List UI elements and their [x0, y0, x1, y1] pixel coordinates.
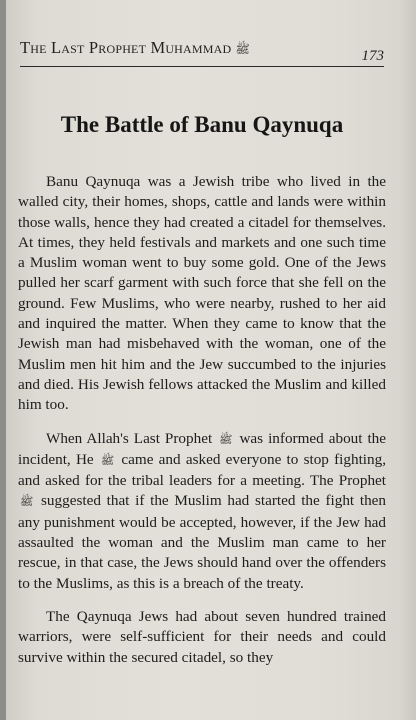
honorific-symbol: ﷺ: [100, 454, 115, 467]
body-text: [18, 172, 386, 681]
honorific-symbol: ﷺ: [235, 42, 250, 56]
paragraph-1: Banu Qaynuqa was a Jewish tribe who lived in the walled city, their homes, shops, cattle and lands were within those walls, hence they had created a citadel for themselves. At times, they held festivals and markets and one such time a Muslim woman went to buy some gold. One of the Jews pulled her scarf garment with such force that she fell on the ground. Few Muslims, who were nearby, rushed to her aid and inquired the matter. When they came to know that the Jewish man had misbehaved with the woman, one of the Muslim men hit him and the Jew succumbed to the injuries and died. His Jewish fellows attacked the Muslim and killed him too.: [18, 173, 386, 414]
honorific-symbol: ﷺ: [219, 433, 233, 446]
paragraph-2-part-4: suggested that if the Muslim had started the fight then any punishment would be accepted, however, if the Jew had assaulted the woman and the Muslim man came to her rescue, in that case, the Jews should hand over the offenders to the Muslims, as this is a breach of the treaty.: [18, 492, 387, 592]
page-edge-shadow: [398, 0, 416, 720]
chapter-title: The Battle of Banu Qaynuqa: [60, 112, 344, 137]
header-divider: [20, 66, 384, 67]
paragraph-2-part-2: was informed about the incident, He: [18, 429, 387, 468]
book-page: [6, 0, 416, 720]
paragraph-2-part-1: When Allah's Last Prophet: [46, 429, 213, 447]
running-title: [20, 38, 250, 59]
running-title-text: The Last Prophet Muhammad: [20, 38, 232, 57]
honorific-symbol: ﷺ: [20, 496, 34, 509]
page-number: 173: [361, 48, 384, 64]
page-header: [20, 38, 384, 68]
paragraph-3: The Qaynuqa Jews had about seven hundred trained warriors, were self-sufficient for their needs and could survive within the secured citadel, so they: [18, 607, 386, 666]
paragraph-2: [18, 429, 386, 594]
paragraph-2-part-3: came and asked everyone to stop fighting, and asked for the tribal leaders for a meeting. The Prophet: [18, 450, 387, 490]
